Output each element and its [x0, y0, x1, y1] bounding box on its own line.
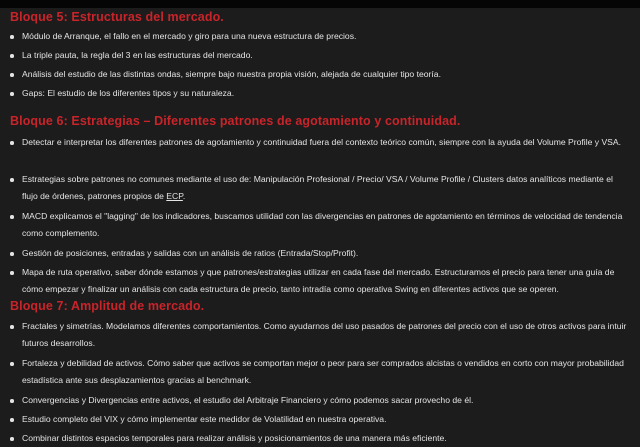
bullet-icon	[10, 325, 14, 329]
list-item: Estrategias sobre patrones no comunes mediante el uso de: Manipulación Profesional / Precio/ VSA / Volume Profile / Clusters datos analíticos mediante el flujo de órdenes, patrones propios de ECP.	[22, 171, 627, 205]
bullet-icon	[10, 141, 14, 145]
block-6-title: Bloque 6: Estrategias – Diferentes patrones de agotamiento y continuidad.	[10, 114, 461, 128]
block-5-title: Bloque 5: Estructuras del mercado.	[10, 10, 224, 24]
list-item: Gestión de posiciones, entradas y salidas con un análisis de ratios (Entrada/Stop/Profit).	[22, 245, 627, 262]
list-item: Fortaleza y debilidad de activos. Cómo saber que activos se comportan mejor o peor para ser comprados alcistas o vendidos en corto con mayor probabilidad estadística ante sus desplazamientos gracias al benchmark.	[22, 355, 627, 389]
bullet-icon	[10, 215, 14, 219]
bullet-icon	[10, 92, 14, 96]
bullet-icon	[10, 399, 14, 403]
list-item: Mapa de ruta operativo, saber dónde estamos y que patrones/estrategias utilizar en cada fase del mercado. Estructuramos el precio para tener una guía de cómo empezar y finalizar un análisis con cada estructura de precio, tanto intradía como operativa Swing en diferentes activos que se operen.	[22, 264, 627, 298]
list-item: Fractales y simetrías. Modelamos diferentes comportamientos. Como ayudarnos del uso pasados de patrones del precio con el uso de otros activos para intuir futuros desarrollos.	[22, 318, 627, 352]
bullet-icon	[10, 271, 14, 275]
block-7-title: Bloque 7: Amplitud de mercado.	[10, 299, 205, 313]
bullet-icon	[10, 178, 14, 182]
bullet-icon	[10, 418, 14, 422]
list-item: Detectar e interpretar los diferentes patrones de agotamiento y continuidad fuera del contexto teórico común, siempre con la ayuda del Volume Profile y VSA.	[22, 134, 627, 151]
list-item: La triple pauta, la regla del 3 en las estructuras del mercado.	[22, 47, 627, 64]
list-item: Estudio completo del VIX y cómo implementar este medidor de Volatilidad en nuestra operativa.	[22, 411, 627, 428]
bullet-icon	[10, 73, 14, 77]
bullet-icon	[10, 35, 14, 39]
top-bar	[0, 0, 640, 8]
ecp-link[interactable]: ECP	[166, 191, 183, 201]
list-item: Análisis del estudio de las distintas ondas, siempre bajo nuestra propia visión, alejada de cualquier tipo teoría.	[22, 66, 627, 83]
list-item: Módulo de Arranque, el fallo en el mercado y giro para una nueva estructura de precios.	[22, 28, 627, 45]
bullet-icon	[10, 362, 14, 366]
bullet-icon	[10, 437, 14, 441]
bullet-icon	[10, 54, 14, 58]
list-item: MACD explicamos el "lagging" de los indicadores, buscamos utilidad con las divergencias en patrones de agotamiento en términos de velocidad de tendencia como complemento.	[22, 208, 627, 242]
list-item: Convergencias y Divergencias entre activos, el estudio del Arbitraje Financiero y cómo podemos sacar provecho de él.	[22, 392, 627, 409]
bullet-icon	[10, 252, 14, 256]
list-item: Gaps: El estudio de los diferentes tipos y su naturaleza.	[22, 85, 627, 102]
list-item: Combinar distintos espacios temporales para realizar análisis y posicionamientos de una manera más eficiente.	[22, 430, 627, 447]
